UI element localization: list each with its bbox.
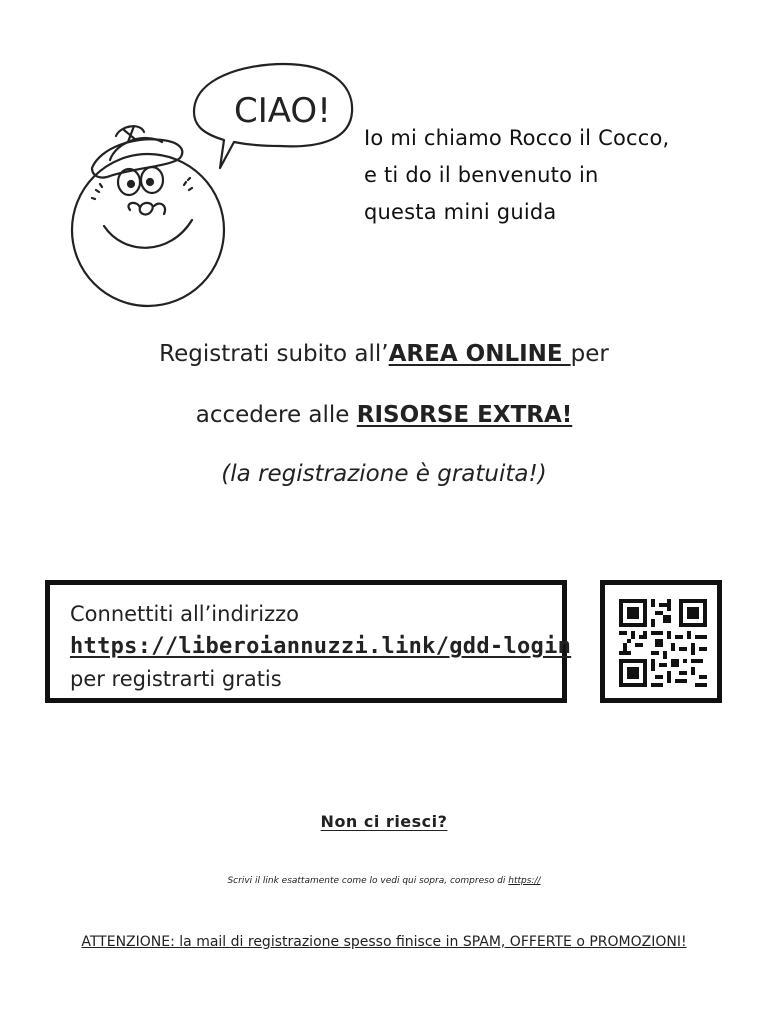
- help-note-text: Scrivi il link esattamente come lo vedi qui sopra, compreso di: [227, 876, 509, 886]
- link-box-intro: Connettiti all’indirizzo: [70, 602, 299, 626]
- registration-text: per: [570, 341, 609, 367]
- link-box: [45, 580, 572, 703]
- area-online-label: AREA ONLINE: [388, 341, 571, 367]
- intro-line: questa mini guida: [364, 200, 557, 224]
- intro-text: [364, 120, 754, 231]
- intro-line: e ti do il benvenuto in: [364, 163, 599, 187]
- mascot-illustration: [44, 50, 364, 312]
- https-link[interactable]: https://: [508, 876, 541, 886]
- intro-line: Io mi chiamo Rocco il Cocco,: [364, 126, 670, 150]
- link-box-outro: per registrarti gratis: [70, 667, 282, 691]
- speech-bubble-text: CIAO!: [234, 91, 331, 131]
- registration-line-1: [0, 341, 768, 367]
- registration-text: Registrati subito all’: [159, 341, 389, 367]
- registration-text: accedere alle: [195, 402, 357, 428]
- help-title: Non ci riesci?: [320, 812, 448, 831]
- qr-code-icon: [619, 599, 707, 687]
- free-registration-note: (la registrazione è gratuita!): [221, 461, 547, 487]
- registration-url-link[interactable]: https://liberoiannuzzi.link/gdd-login: [70, 634, 572, 659]
- qr-code-box[interactable]: [600, 580, 722, 703]
- registration-line-2: [0, 402, 768, 428]
- risorse-extra-label: RISORSE EXTRA!: [356, 402, 573, 428]
- spam-warning: ATTENZIONE: la mail di registrazione spesso finisce in SPAM, OFFERTE o PROMOZIONI!: [81, 934, 687, 950]
- help-note: [0, 876, 768, 886]
